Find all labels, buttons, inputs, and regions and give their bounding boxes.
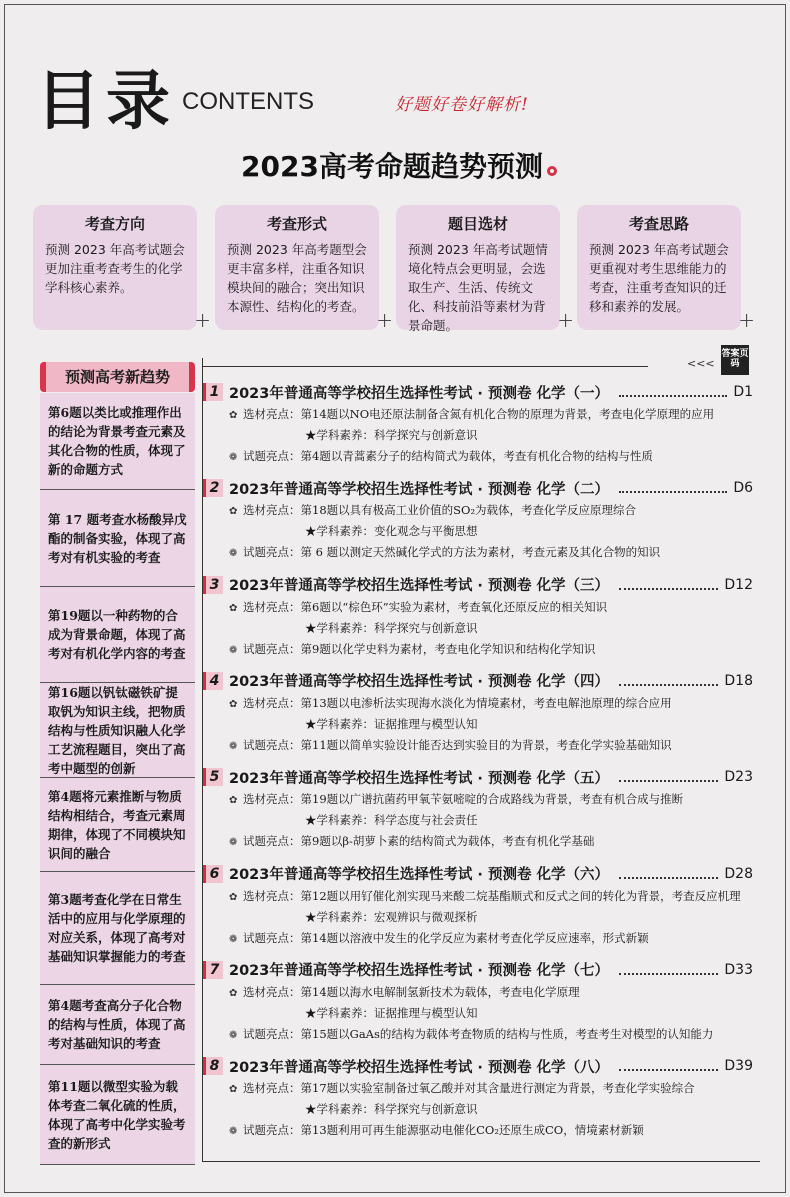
text: 科学探究与创新意识 <box>374 620 478 635</box>
slogan: 好题好卷好解析! <box>395 95 529 115</box>
text: 第15题以GaAs的结构为载体考查物质的结构与性质，考查考生对模型的认知能力 <box>300 1026 714 1041</box>
label: 试题亮点： <box>243 834 301 849</box>
trend-item: 第6题以类比或推理作出的结论为背景考查元素及其化合物的性质，体现了新的命题方式 <box>40 393 195 490</box>
literacy <box>203 810 761 831</box>
trend-item: 第4题将元素推断与物质结构相结合，考查元素周期律，体现了不同模块知识间的融合 <box>40 778 195 872</box>
gear-icon: ❁ <box>229 933 238 945</box>
question-highlight <box>203 735 761 756</box>
text: 第17题以实验室制备过氧乙酸并对其含量进行测定为背景，考查化学实验综合 <box>300 1081 695 1096</box>
bulb-icon: ✿ <box>229 506 238 518</box>
entry-title[interactable]: 2023年普通高等学校招生选择性考试 · 预测卷 化学（七） <box>229 963 610 980</box>
question-highlight <box>203 639 761 660</box>
material-highlight <box>203 693 761 714</box>
trend-sidebar <box>40 393 195 1165</box>
label: ★学科素养： <box>305 620 374 635</box>
entry-title-row[interactable] <box>203 1054 761 1078</box>
entry-title[interactable]: 2023年普通高等学校招生选择性考试 · 预测卷 化学（六） <box>229 867 610 883</box>
bulb-icon: ✿ <box>229 1084 238 1096</box>
leader-dots <box>619 676 718 686</box>
text: 科学态度与社会责任 <box>374 813 478 828</box>
material-highlight <box>203 789 761 810</box>
text: 第9题以化学史料为素材，考查电化学知识和结构化学知识 <box>300 641 596 656</box>
text: 第11题以简单实验设计能否达到实验目的为背景，考查化学实验基础知识 <box>300 737 672 752</box>
page-number[interactable]: D18 <box>724 672 753 689</box>
entry-number: 5 <box>203 768 223 786</box>
section-title-text: 2023高考命题趋势预测 <box>241 150 543 183</box>
trend-card <box>577 205 755 332</box>
text: 证据推理与模型认知 <box>374 716 478 731</box>
label: 选材亮点： <box>243 695 301 710</box>
trend-item: 第3题考查化学在日常生活中的应用与化学原理的对应关系，体现了高考对基础知识掌握能力的考查 <box>40 872 195 985</box>
entry-number: 3 <box>203 576 223 594</box>
page-number[interactable]: D1 <box>733 384 753 400</box>
label: ★学科素养： <box>305 524 374 539</box>
question-highlight <box>203 1120 761 1141</box>
contents-entry[interactable] <box>203 1054 761 1141</box>
text: 科学探究与创新意识 <box>374 428 478 442</box>
literacy <box>203 907 761 928</box>
section-title <box>0 145 790 185</box>
literacy <box>203 1003 761 1024</box>
label: ★学科素养： <box>305 716 374 731</box>
page-number[interactable]: D6 <box>733 480 753 497</box>
question-highlight <box>203 831 761 852</box>
bulb-icon: ✿ <box>229 795 238 807</box>
card-title: 题目选材 <box>447 215 508 233</box>
label: ★学科素养： <box>305 813 374 828</box>
contents-entry[interactable] <box>203 476 761 563</box>
entry-title-row[interactable] <box>203 380 761 404</box>
entry-number: 2 <box>203 479 223 497</box>
sidebar-title: 预测高考新趋势 <box>40 362 195 392</box>
trend-card <box>215 205 393 332</box>
question-highlight <box>203 1024 761 1045</box>
contents-label: CONTENTS <box>182 88 314 115</box>
bulb-icon: ✿ <box>229 602 238 614</box>
leader-dots <box>619 772 718 782</box>
literacy <box>203 425 761 446</box>
entry-title[interactable]: 2023年普通高等学校招生选择性考试 · 预测卷 化学（二） <box>229 481 610 498</box>
bulb-icon: ✿ <box>229 698 238 710</box>
bulb-icon: ✿ <box>229 410 238 421</box>
label: 试题亮点： <box>243 737 301 752</box>
text: 第12题以用钌催化剂实现马来酸二烷基酯顺式和反式之间的转化为背景，考查反应机理 <box>300 888 741 903</box>
entry-title[interactable]: 2023年普通高等学校招生选择性考试 · 预测卷 化学（五） <box>229 770 610 787</box>
arrows-icon: <<< <box>687 357 715 370</box>
label: 选材亮点： <box>243 984 301 999</box>
question-highlight <box>203 928 761 949</box>
leader-dots <box>619 387 727 397</box>
page-number[interactable]: D28 <box>724 865 753 882</box>
entry-title[interactable]: 2023年普通高等学校招生选择性考试 · 预测卷 化学（一） <box>229 385 610 402</box>
label: 选材亮点： <box>243 888 301 903</box>
label: ★学科素养： <box>305 1102 374 1117</box>
card-title: 考查思路 <box>628 215 689 233</box>
label: 选材亮点： <box>243 503 301 518</box>
label: 选材亮点： <box>243 792 301 807</box>
entry-title[interactable]: 2023年普通高等学校招生选择性考试 · 预测卷 化学（四） <box>229 674 610 691</box>
page-number[interactable]: D39 <box>724 1058 753 1075</box>
text: 第4题以青蒿素分子的结构简式为载体，考查有机化合物的结构与性质 <box>300 449 653 463</box>
text: 第 6 题以测定天然碱化学式的方法为素材，考查元素及其化合物的知识 <box>300 545 661 560</box>
label: ★学科素养： <box>305 428 374 442</box>
entry-number: 6 <box>203 865 223 883</box>
text: 第19题以广谱抗菌药甲氧苄氨嘧啶的合成路线为背景，考查有机合成与推断 <box>300 792 684 807</box>
bulb-icon: ✿ <box>229 987 238 999</box>
leader-dots <box>619 869 718 879</box>
gear-icon: ❁ <box>229 837 238 849</box>
page-number[interactable]: D33 <box>724 961 753 978</box>
text: 第14题以NO电还原法制备含氮有机化合物的原理为背景，考查电化学原理的应用 <box>300 407 715 421</box>
contents-entry[interactable] <box>203 573 761 660</box>
answer-page-badge: 答案页码 <box>721 345 749 375</box>
trend-item: 第11题以微型实验为载体考查二氧化硫的性质，体现了高考中化学实验考查的新形式 <box>40 1065 195 1165</box>
text: 第18题以具有极高工业价值的SO₂为载体，考查化学反应原理综合 <box>300 503 637 518</box>
entry-title-row[interactable] <box>203 573 761 597</box>
text: 第14题以溶液中发生的化学反应为素材考查化学反应速率，形式新颖 <box>300 930 649 945</box>
question-highlight <box>203 542 761 563</box>
material-highlight <box>203 982 761 1003</box>
leader-dots <box>619 1061 718 1071</box>
label: 选材亮点： <box>243 1081 301 1096</box>
material-highlight <box>203 1078 761 1099</box>
label: 试题亮点： <box>243 545 301 560</box>
entry-title-row[interactable] <box>203 476 761 500</box>
label: ★学科素养： <box>305 1005 374 1020</box>
trend-card <box>33 205 211 332</box>
card-text: 预测 2023 年高考题型会更丰富多样，注重各知识模块间的融合；突出知识本源性、结构化的考查。 <box>227 242 367 314</box>
entry-number: 7 <box>203 961 223 979</box>
material-highlight <box>203 404 761 425</box>
label: 试题亮点： <box>243 1026 301 1041</box>
entry-title-row[interactable] <box>203 669 761 693</box>
card-text: 预测 2023 年高考试题情境化特点会更明显，会选取生产、生活、传统文化、科技前沿等素材为背景命题。 <box>408 242 548 333</box>
plus-icon: + <box>194 308 211 332</box>
material-highlight <box>203 597 761 618</box>
text: 第9题以β-胡萝卜素的结构简式为载体，考查有机化学基础 <box>300 834 595 849</box>
entry-number: 8 <box>203 1057 223 1075</box>
entry-title[interactable]: 2023年普通高等学校招生选择性考试 · 预测卷 化学（八） <box>229 1059 610 1076</box>
entry-title-row[interactable] <box>203 862 761 886</box>
label: 试题亮点： <box>243 449 301 463</box>
contents-entry[interactable] <box>203 958 761 1045</box>
bulb-icon: ✿ <box>229 891 238 903</box>
literacy <box>203 714 761 735</box>
text: 第13题利用可再生能源驱动电催化CO₂还原生成CO，情境素材新颖 <box>300 1123 644 1138</box>
location-pin-icon <box>547 166 557 176</box>
plus-icon: + <box>738 308 755 332</box>
question-highlight <box>203 446 761 467</box>
leader-dots <box>619 580 718 590</box>
text: 第14题以海水电解制氢新技术为载体，考查电化学原理 <box>300 984 580 999</box>
card-title: 考查方向 <box>84 215 145 233</box>
contents-entry[interactable] <box>203 380 761 467</box>
trend-item: 第4题考查高分子化合物的结构与性质，体现了高考对基础知识的考查 <box>40 985 195 1065</box>
trend-item: 第19题以一种药物的合成为背景命题，体现了高考对有机化学内容的考查 <box>40 587 195 683</box>
text: 证据推理与模型认知 <box>374 1005 478 1020</box>
label: 试题亮点： <box>243 641 301 656</box>
contents-entry[interactable] <box>203 862 761 949</box>
text: 变化观念与平衡思想 <box>374 524 478 539</box>
contents-entry[interactable] <box>203 669 761 756</box>
card-title: 考查形式 <box>266 215 327 233</box>
literacy <box>203 521 761 542</box>
gear-icon: ❁ <box>229 644 238 656</box>
plus-icon: + <box>557 308 574 332</box>
label: 选材亮点： <box>243 599 301 614</box>
trend-item: 第 17 题考查水杨酸异戊酯的制备实验，体现了高考对有机实验的考查 <box>40 490 195 587</box>
material-highlight <box>203 500 761 521</box>
material-highlight <box>203 886 761 907</box>
label: 选材亮点： <box>243 407 301 421</box>
leader-dots <box>619 483 727 493</box>
card-text: 预测 2023 年高考试题会更重视对考生思维能力的考查，注重考查知识的迁移和素养的发展。 <box>589 242 729 314</box>
text: 第6题以“棕色环”实验为素材，考查氧化还原反应的相关知识 <box>300 599 608 614</box>
label: 试题亮点： <box>243 1123 301 1138</box>
card-text: 预测 2023 年高考试题会更加注重考查考生的化学学科核心素养。 <box>45 242 185 295</box>
entry-number: 4 <box>203 672 223 690</box>
plus-icon: + <box>376 308 393 332</box>
text: 科学探究与创新意识 <box>374 1102 478 1117</box>
contents-list <box>202 349 760 1162</box>
entry-number: 1 <box>203 383 223 401</box>
page-number[interactable]: D12 <box>724 576 753 593</box>
contents-entry[interactable] <box>203 765 761 852</box>
gear-icon: ❁ <box>229 452 238 463</box>
page-number[interactable]: D23 <box>724 769 753 786</box>
entry-title-row[interactable] <box>203 958 761 982</box>
trend-card <box>396 205 574 333</box>
label: ★学科素养： <box>305 909 374 924</box>
gear-icon: ❁ <box>229 740 238 752</box>
gear-icon: ❁ <box>229 548 238 560</box>
gear-icon: ❁ <box>229 1029 238 1041</box>
entry-title[interactable]: 2023年普通高等学校招生选择性考试 · 预测卷 化学（三） <box>229 578 610 595</box>
divider <box>203 366 648 367</box>
literacy <box>203 618 761 639</box>
text: 第13题以电渗析法实现海水淡化为情境素材，考查电解池原理的综合应用 <box>300 695 672 710</box>
literacy <box>203 1099 761 1120</box>
gear-icon: ❁ <box>229 1126 238 1138</box>
text: 宏观辨识与微观探析 <box>374 909 478 924</box>
trend-item: 第16题以钒钛磁铁矿提取钒为知识主线，把物质结构与性质知识融人化学工艺流程题目，突出了高考中题型的创新 <box>40 683 195 778</box>
label: 试题亮点： <box>243 930 301 945</box>
leader-dots <box>619 965 718 975</box>
page-title: 目录 <box>36 65 176 139</box>
entry-title-row[interactable] <box>203 765 761 789</box>
